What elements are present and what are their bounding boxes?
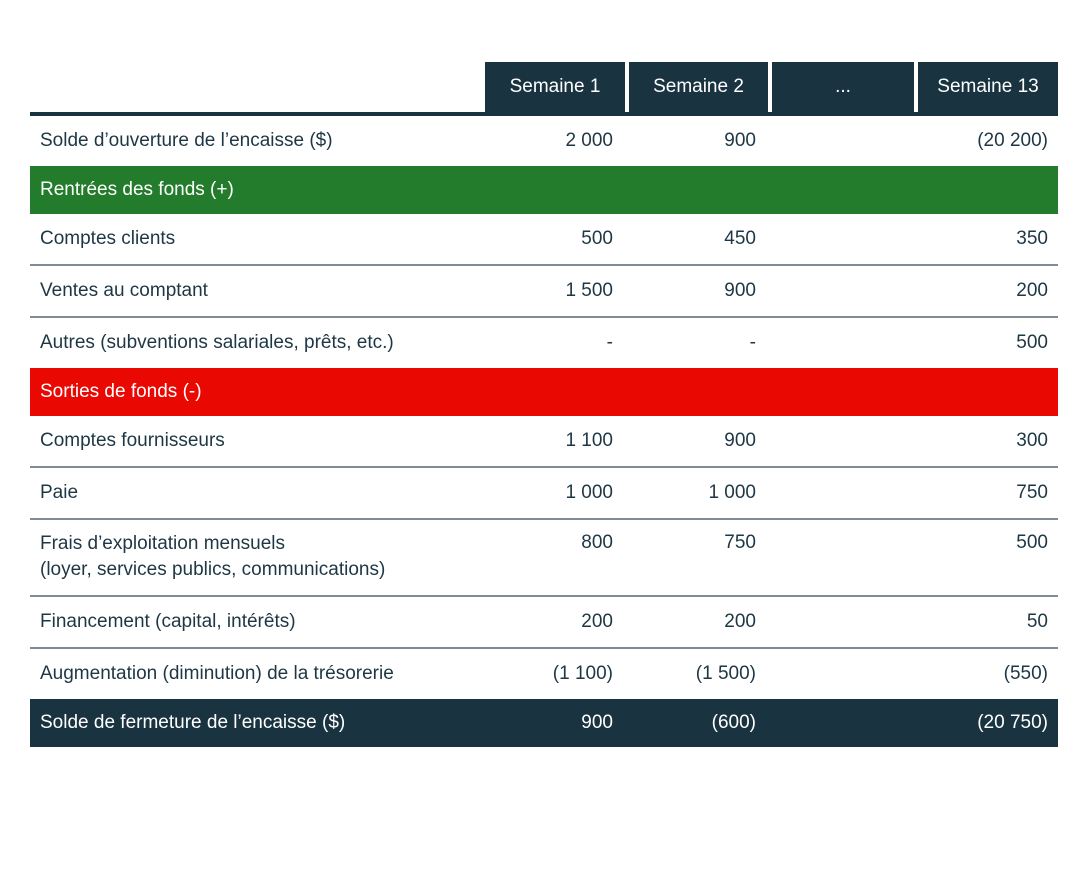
table-row-paie (30, 468, 1058, 520)
cell-value: (550) (1003, 663, 1048, 685)
col-header-semaine-1: Semaine 1 (485, 62, 629, 112)
table-row-ventes-comptant (30, 266, 1058, 318)
cell-value: 900 (581, 712, 613, 734)
col-header-ellipsis: ... (772, 62, 918, 112)
cell-value: 900 (724, 130, 756, 151)
row-label-line-1: Frais d’exploitation mensuels (40, 533, 286, 554)
cell-value: (1 500) (695, 663, 756, 685)
cell-value: (1 100) (552, 663, 613, 685)
cell-value: (20 750) (977, 712, 1048, 734)
cell-value: 1 000 (708, 482, 756, 503)
table-row-financement (30, 597, 1058, 649)
section-banner-sorties (30, 368, 1058, 416)
row-label: Comptes clients (40, 228, 176, 250)
cell-value: 200 (724, 611, 756, 633)
cell-value: 500 (1016, 332, 1048, 353)
row-label: Solde de fermeture de l’encaisse ($) (40, 712, 346, 734)
row-label-line-2: (loyer, services publics, communications) (40, 558, 386, 580)
col-header-semaine-2: Semaine 2 (629, 62, 772, 112)
section-label: Sorties de fonds (-) (40, 381, 202, 403)
table-header-row (30, 62, 1058, 112)
cell-value: 1 500 (565, 280, 613, 301)
table-row-augmentation-diminution (30, 649, 1058, 699)
cell-value: 450 (724, 228, 756, 249)
cell-value: 200 (1016, 280, 1048, 301)
table-row-frais-exploitation (30, 520, 1058, 597)
cell-value: 500 (1016, 532, 1048, 553)
row-label: Solde d’ouverture de l’encaisse ($) (40, 130, 333, 152)
col-header-semaine-13: Semaine 13 (918, 62, 1058, 112)
cell-value: 900 (724, 430, 756, 451)
cash-flow-table (30, 62, 1058, 747)
cell-value: 750 (724, 532, 756, 553)
cell-value: (20 200) (977, 130, 1048, 151)
cell-value: 200 (581, 611, 613, 633)
cell-value: 50 (1026, 611, 1048, 633)
cell-value: (600) (711, 712, 756, 734)
cell-value: 900 (724, 280, 756, 301)
row-label: Autres (subventions salariales, prêts, etc.) (40, 332, 394, 354)
cell-value: 350 (1016, 228, 1048, 249)
table-row-closing-balance (30, 699, 1058, 747)
section-label: Rentrées des fonds (+) (40, 179, 234, 201)
row-label (30, 520, 485, 595)
row-label: Financement (capital, intérêts) (40, 611, 296, 633)
cell-value: 1 100 (565, 430, 613, 451)
cell-value: 1 000 (565, 482, 613, 503)
cell-value: 800 (581, 532, 613, 553)
cell-value: - (749, 332, 756, 353)
table-row-comptes-clients (30, 214, 1058, 266)
table-row-autres (30, 318, 1058, 368)
cell-value: 750 (1016, 482, 1048, 503)
cell-value: 300 (1016, 430, 1048, 451)
table-row-opening-balance (30, 116, 1058, 166)
cell-value: - (606, 332, 613, 353)
section-banner-rentrees (30, 166, 1058, 214)
row-label: Augmentation (diminution) de la trésorerie (40, 663, 394, 685)
row-label: Ventes au comptant (40, 280, 208, 302)
cell-value: 500 (581, 228, 613, 249)
row-label: Comptes fournisseurs (40, 430, 225, 452)
row-label: Paie (40, 482, 79, 504)
cell-value: 2 000 (565, 130, 613, 151)
table-row-comptes-fournisseurs (30, 416, 1058, 468)
cell-value (772, 520, 918, 532)
